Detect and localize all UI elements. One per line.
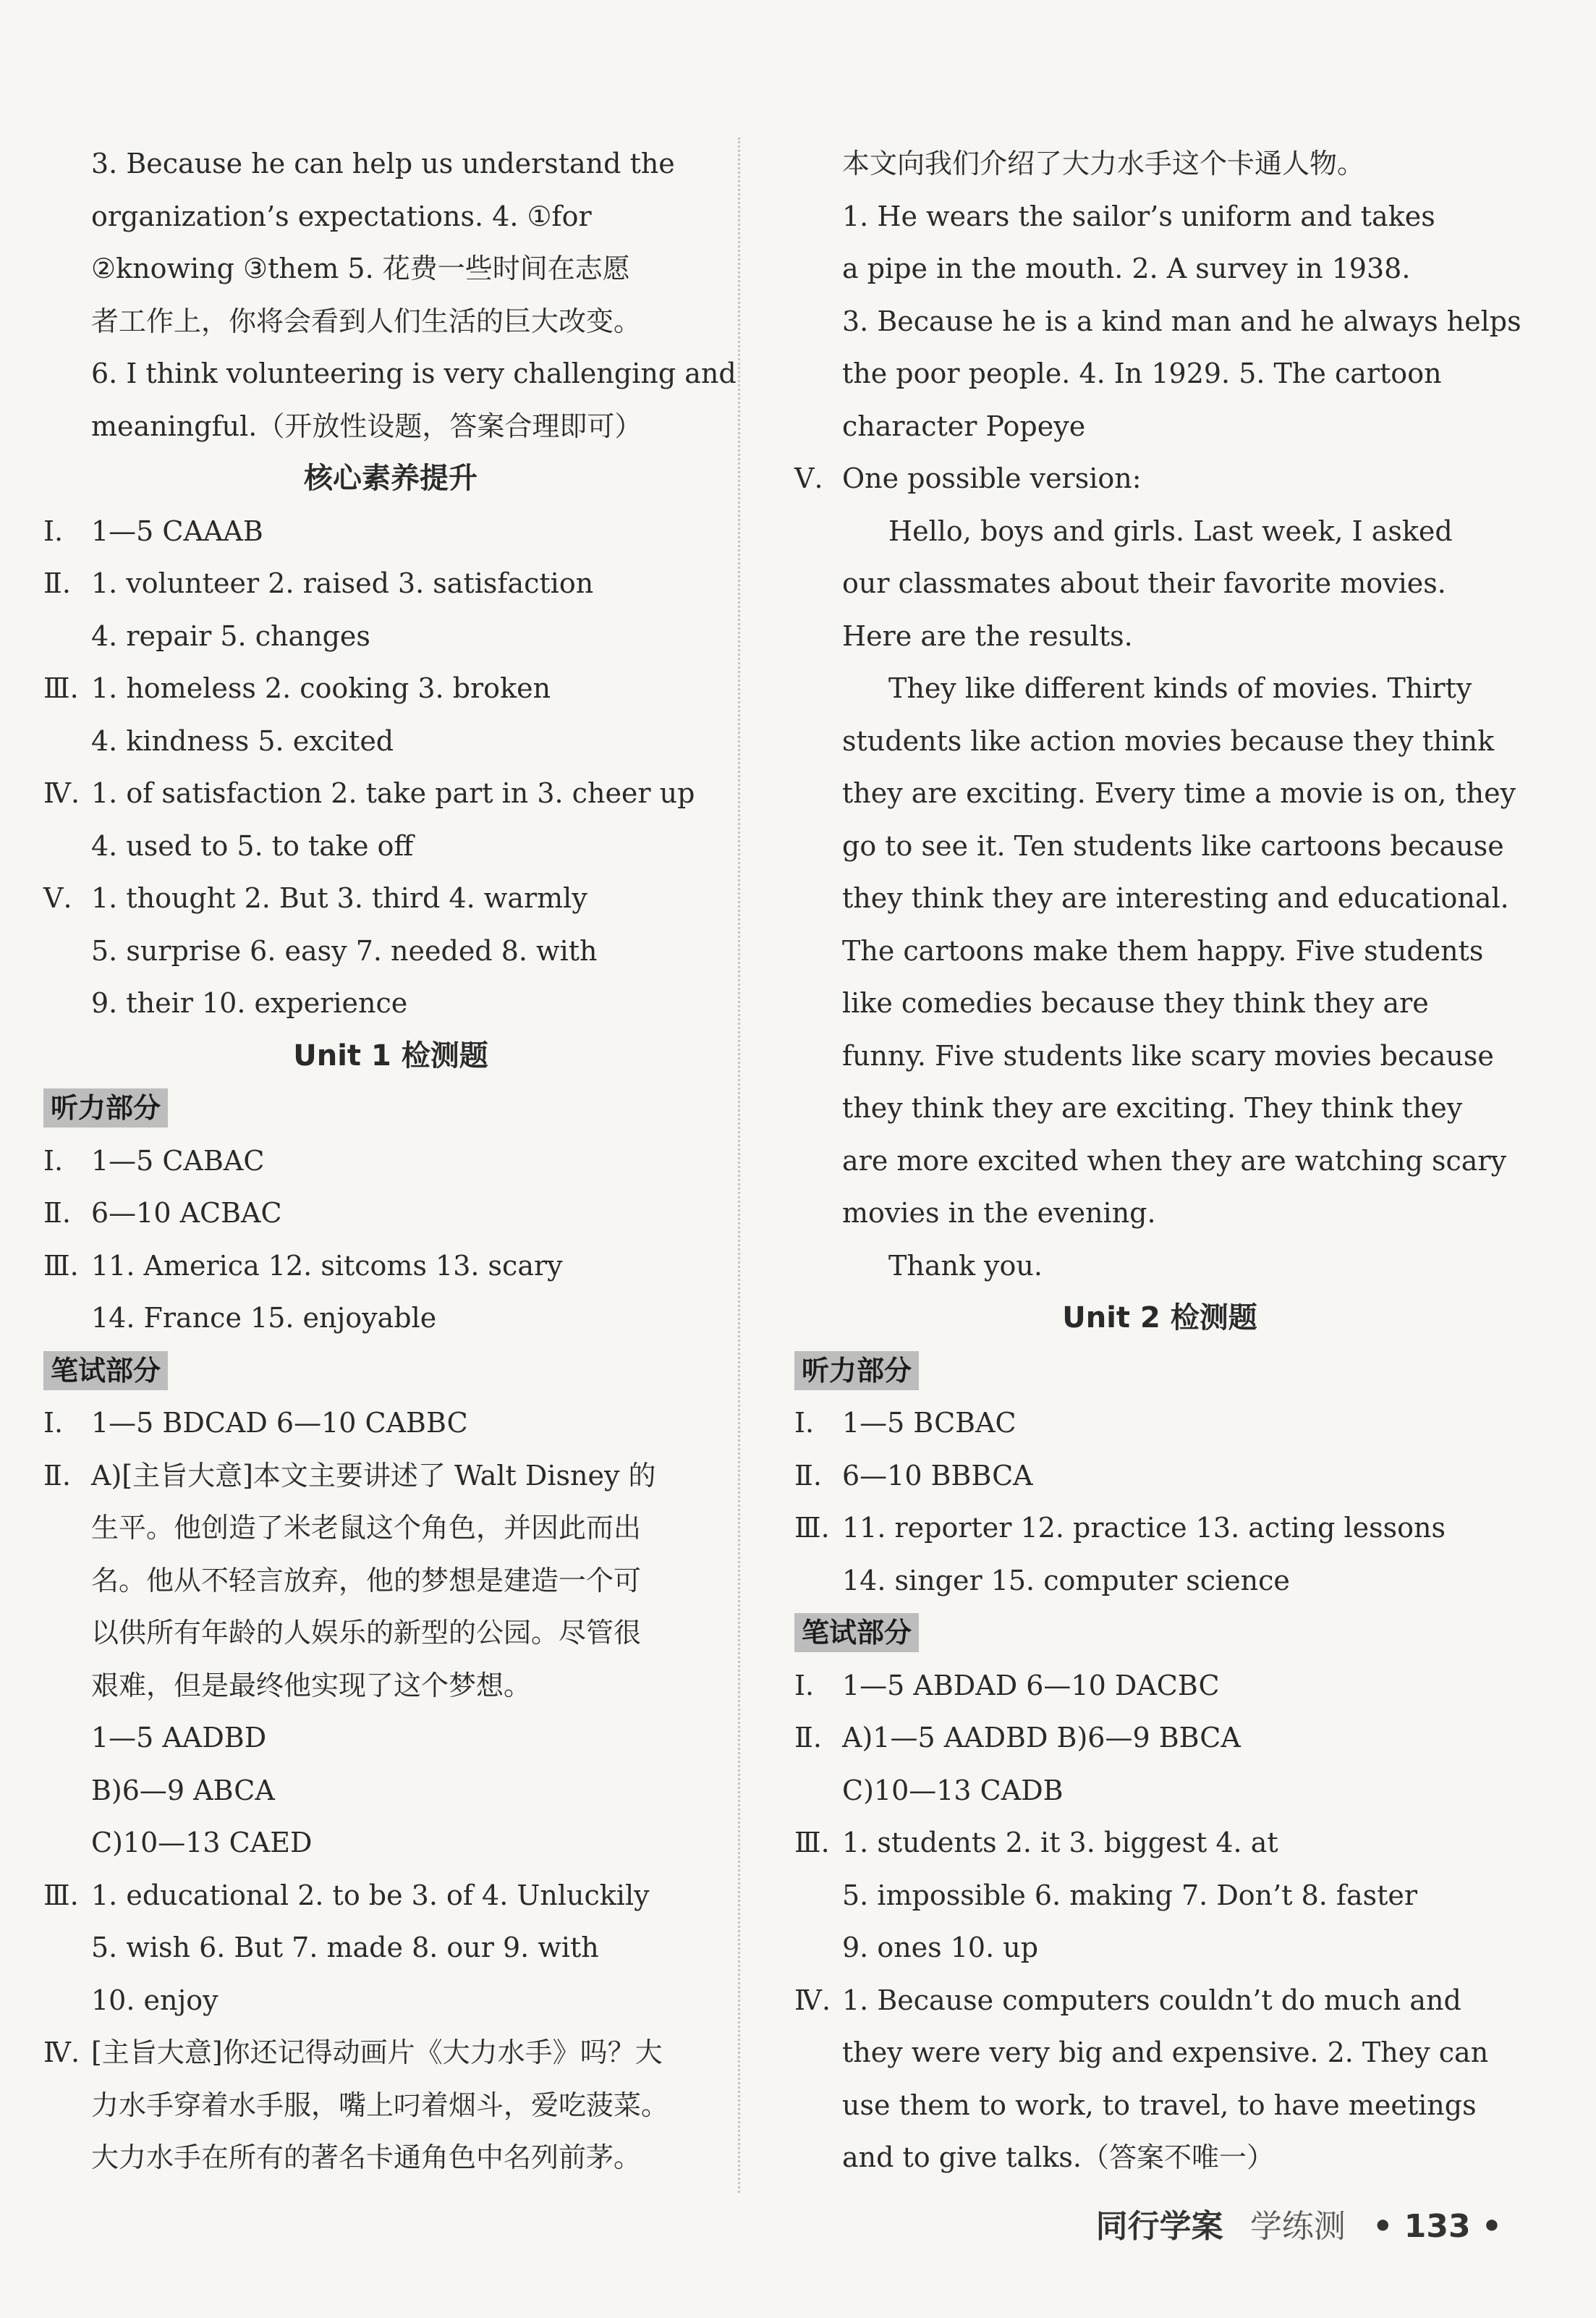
answer-line	[43, 1869, 738, 1922]
footer-series: 学练测	[1249, 2208, 1346, 2245]
answer-line	[43, 1555, 738, 1607]
answer-line	[43, 715, 738, 768]
answer-line	[43, 1607, 738, 1659]
answer-text: 艰难，但是最终他实现了这个梦想。	[91, 1669, 532, 1701]
answer-line	[43, 767, 738, 820]
answer-text: 9. ones 10. up	[842, 1932, 1039, 1963]
roman-numeral-marker: Ⅳ.	[43, 2036, 80, 2068]
answer-line	[43, 2079, 738, 2132]
answer-text: 生平。他创造了米老鼠这个角色，并因此而出	[91, 1512, 642, 1544]
answer-text: 1. He wears the sailor’s uniform and takes	[842, 200, 1435, 232]
answer-line	[43, 1921, 738, 1974]
answer-line	[43, 1816, 738, 1869]
answer-line	[43, 347, 738, 400]
section-label-box: 听力部分	[794, 1351, 919, 1390]
answer-line	[794, 557, 1525, 610]
answer-line	[794, 1921, 1525, 1974]
answer-line	[794, 610, 1525, 663]
answer-line	[43, 138, 738, 190]
section-heading	[43, 1030, 738, 1083]
answer-text: 4. kindness 5. excited	[91, 724, 394, 757]
answer-line	[43, 1659, 738, 1712]
answer-text: they think they are interesting and educational.	[842, 882, 1509, 914]
answer-text: 6—10 BBBCA	[842, 1459, 1033, 1492]
answer-line	[794, 925, 1525, 978]
answer-line	[43, 295, 738, 348]
answer-text: 4. used to 5. to take off	[91, 829, 414, 862]
answer-text: they were very big and expensive. 2. They can	[842, 2036, 1489, 2068]
section-label-row	[794, 1607, 1525, 1659]
section-heading	[43, 452, 738, 505]
answer-text: a pipe in the mouth. 2. A survey in 1938.	[842, 253, 1411, 284]
answer-text: 本文向我们介绍了大力水手这个卡通人物。	[842, 148, 1365, 179]
answer-line	[794, 977, 1525, 1030]
answer-line	[43, 925, 738, 978]
answer-line	[43, 1240, 738, 1293]
answer-line	[794, 767, 1525, 820]
answer-text: 14. France 15. enjoyable	[91, 1302, 437, 1334]
answer-text: 10. enjoy	[91, 1984, 218, 2016]
roman-numeral-marker: Ⅳ.	[794, 1984, 831, 2016]
section-heading	[794, 1292, 1525, 1345]
answer-line	[794, 820, 1525, 873]
answer-line	[43, 2026, 738, 2079]
answer-line	[794, 400, 1525, 453]
answer-line	[43, 820, 738, 873]
roman-numeral-marker: Ⅲ.	[43, 1879, 79, 1911]
section-label-row	[43, 1345, 738, 1397]
answer-text: C)10—13 CAED	[91, 1827, 313, 1858]
answer-line	[794, 138, 1525, 190]
section-label-box: 听力部分	[43, 1088, 168, 1128]
answer-text: 名。他从不轻言放弃，他的梦想是建造一个可	[91, 1564, 642, 1596]
roman-numeral-marker: Ⅲ.	[794, 1512, 830, 1544]
answer-line	[43, 662, 738, 715]
answer-text: 1. educational 2. to be 3. of 4. Unluckily	[91, 1879, 650, 1911]
answer-line	[794, 1974, 1525, 2027]
answer-text: They like different kinds of movies. Thirty	[888, 672, 1472, 704]
section-heading-text: Unit 2 检测题	[1062, 1301, 1257, 1334]
answer-line	[794, 295, 1525, 348]
answer-text: 6. I think volunteering is very challenging and	[91, 358, 737, 389]
answer-text: 1—5 BDCAD 6—10 CABBC	[91, 1407, 468, 1439]
answer-line	[43, 977, 738, 1030]
right-column	[794, 138, 1525, 2184]
answer-line	[43, 1502, 738, 1555]
answer-text: 3. Because he can help us understand the	[91, 148, 675, 179]
roman-numeral-marker: Ⅰ.	[794, 1407, 815, 1439]
answer-text: One possible version:	[842, 462, 1142, 494]
answer-line	[794, 505, 1525, 558]
left-column	[43, 138, 740, 2193]
answer-text: and to give talks.（答案不唯一）	[842, 2141, 1274, 2173]
answer-text: 9. their 10. experience	[91, 987, 408, 1019]
answer-text: 1—5 CABAC	[91, 1144, 265, 1177]
answer-text: 5. surprise 6. easy 7. needed 8. with	[91, 934, 598, 967]
answer-text: 1. students 2. it 3. biggest 4. at	[842, 1827, 1278, 1858]
answer-line	[43, 872, 738, 925]
answer-line	[794, 2079, 1525, 2132]
roman-numeral-marker: Ⅰ.	[43, 1144, 64, 1177]
answer-text: Thank you.	[888, 1249, 1043, 1282]
answer-line	[43, 400, 738, 453]
footer-brand: 同行学案	[1095, 2208, 1223, 2245]
answer-line	[794, 1450, 1525, 1502]
answer-text: 3. Because he is a kind man and he always helps	[842, 305, 1521, 337]
answer-line	[794, 190, 1525, 243]
answer-line	[43, 610, 738, 663]
roman-numeral-marker: Ⅴ.	[794, 462, 823, 494]
answer-text: 11. America 12. sitcoms 13. scary	[91, 1249, 563, 1282]
answer-text: character Popeye	[842, 410, 1086, 442]
answer-line	[794, 1030, 1525, 1083]
answer-text: [主旨大意]你还记得动画片《大力水手》吗？大	[91, 2036, 663, 2068]
answer-line	[43, 1712, 738, 1764]
roman-numeral-marker: Ⅲ.	[794, 1827, 830, 1858]
section-label-box: 笔试部分	[794, 1613, 919, 1652]
section-label-box: 笔试部分	[43, 1351, 168, 1390]
section-heading-text: Unit 1 检测题	[293, 1039, 488, 1073]
section-label-row	[43, 1082, 738, 1135]
page-number: • 133 •	[1372, 2208, 1502, 2245]
answer-text: are more excited when they are watching scary	[842, 1144, 1507, 1177]
answer-text: meaningful.（开放性设题，答案合理即可）	[91, 410, 642, 442]
answer-line	[43, 242, 738, 295]
answer-line	[794, 662, 1525, 715]
answer-line	[43, 190, 738, 243]
answer-text: 5. impossible 6. making 7. Don’t 8. faster	[842, 1879, 1418, 1911]
roman-numeral-marker: Ⅲ.	[43, 1249, 79, 1282]
answer-text: B)6—9 ABCA	[91, 1774, 275, 1806]
roman-numeral-marker: Ⅱ.	[794, 1722, 822, 1754]
answer-line	[794, 1555, 1525, 1607]
answer-text: the poor people. 4. In 1929. 5. The cartoon	[842, 358, 1442, 389]
answer-text: 者工作上，你将会看到人们生活的巨大改变。	[91, 305, 642, 337]
answer-line	[794, 1240, 1525, 1293]
answer-line	[794, 242, 1525, 295]
answer-text: 1—5 BCBAC	[842, 1407, 1016, 1439]
roman-numeral-marker: Ⅰ.	[794, 1669, 815, 1701]
answer-text: go to see it. Ten students like cartoons because	[842, 829, 1504, 862]
roman-numeral-marker: Ⅱ.	[43, 1197, 71, 1229]
answer-line	[794, 2131, 1525, 2184]
answer-text: 力水手穿着水手服，嘴上叼着烟斗，爱吃菠菜。	[91, 2089, 669, 2121]
answer-text: 4. repair 5. changes	[91, 619, 370, 652]
answer-text: 6—10 ACBAC	[91, 1197, 282, 1229]
answer-text: they are exciting. Every time a movie is on, they	[842, 777, 1516, 809]
answer-text: Here are the results.	[842, 619, 1133, 652]
answer-line	[43, 557, 738, 610]
answer-line	[43, 1135, 738, 1188]
answer-text: 1—5 AADBD	[91, 1722, 267, 1754]
answer-line	[43, 1292, 738, 1345]
answer-line	[43, 1450, 738, 1502]
answer-line	[794, 1764, 1525, 1817]
answer-text: they think they are exciting. They think they	[842, 1092, 1463, 1124]
answer-text: C)10—13 CADB	[842, 1774, 1064, 1806]
answer-line	[794, 715, 1525, 768]
answer-text: 1. thought 2. But 3. third 4. warmly	[91, 882, 587, 914]
answer-text: our classmates about their favorite movies.	[842, 567, 1446, 599]
roman-numeral-marker: Ⅲ.	[43, 672, 79, 704]
answer-line	[794, 1816, 1525, 1869]
answer-line	[43, 1764, 738, 1817]
answer-line	[794, 1397, 1525, 1450]
answer-text: 1—5 ABDAD 6—10 DACBC	[842, 1669, 1220, 1701]
answer-line	[794, 452, 1525, 505]
answer-text: funny. Five students like scary movies because	[842, 1039, 1494, 1072]
answer-text: 5. wish 6. But 7. made 8. our 9. with	[91, 1932, 599, 1963]
answer-text: like comedies because they think they are	[842, 987, 1429, 1019]
answer-text: A)1—5 AADBD B)6—9 BBCA	[842, 1722, 1241, 1754]
roman-numeral-marker: Ⅱ.	[43, 1459, 71, 1492]
page-footer	[1080, 2200, 1502, 2246]
answer-line	[43, 1187, 738, 1240]
answer-text: A)[主旨大意]本文主要讲述了 Walt Disney 的	[91, 1459, 656, 1492]
answer-text: 14. singer 15. computer science	[842, 1564, 1290, 1596]
answer-text: The cartoons make them happy. Five students	[842, 934, 1484, 967]
answer-line	[43, 1974, 738, 2027]
answer-text: organization’s expectations. 4. ①for	[91, 200, 592, 232]
roman-numeral-marker: Ⅳ.	[43, 777, 80, 809]
section-label-row	[794, 1345, 1525, 1397]
answer-line	[794, 1659, 1525, 1712]
answer-line	[794, 2026, 1525, 2079]
roman-numeral-marker: Ⅴ.	[43, 882, 72, 914]
answer-text: use them to work, to travel, to have meetings	[842, 2089, 1477, 2121]
roman-numeral-marker: Ⅰ.	[43, 515, 64, 547]
roman-numeral-marker: Ⅱ.	[794, 1459, 822, 1492]
answer-line	[43, 505, 738, 558]
answer-text: 1. volunteer 2. raised 3. satisfaction	[91, 567, 594, 599]
answer-line	[794, 347, 1525, 400]
answer-line	[794, 1869, 1525, 1922]
answer-line	[43, 1397, 738, 1450]
answer-text: Hello, boys and girls. Last week, I asked	[888, 515, 1453, 547]
answer-text: 1. homeless 2. cooking 3. broken	[91, 672, 551, 704]
answer-line	[794, 1502, 1525, 1555]
answer-text: 1. of satisfaction 2. take part in 3. cheer up	[91, 777, 695, 809]
answer-text: 大力水手在所有的著名卡通角色中名列前茅。	[91, 2141, 642, 2173]
answer-text: students like action movies because they think	[842, 724, 1495, 757]
answer-text: 以供所有年龄的人娱乐的新型的公园。尽管很	[91, 1617, 642, 1649]
answer-text: 11. reporter 12. practice 13. acting lessons	[842, 1512, 1446, 1544]
answer-line	[794, 1135, 1525, 1188]
roman-numeral-marker: Ⅱ.	[43, 567, 71, 599]
answer-text: ②knowing ③them 5. 花费一些时间在志愿	[91, 253, 630, 284]
roman-numeral-marker: Ⅰ.	[43, 1407, 64, 1439]
answer-line	[794, 872, 1525, 925]
answer-line	[794, 1082, 1525, 1135]
answer-text: 1—5 CAAAB	[91, 515, 263, 547]
answer-line	[794, 1187, 1525, 1240]
answer-text: movies in the evening.	[842, 1197, 1156, 1229]
answer-text: 1. Because computers couldn’t do much and	[842, 1984, 1461, 2016]
answer-line	[794, 1712, 1525, 1764]
answer-line	[43, 2131, 738, 2184]
section-heading-text: 核心素养提升	[304, 462, 477, 495]
